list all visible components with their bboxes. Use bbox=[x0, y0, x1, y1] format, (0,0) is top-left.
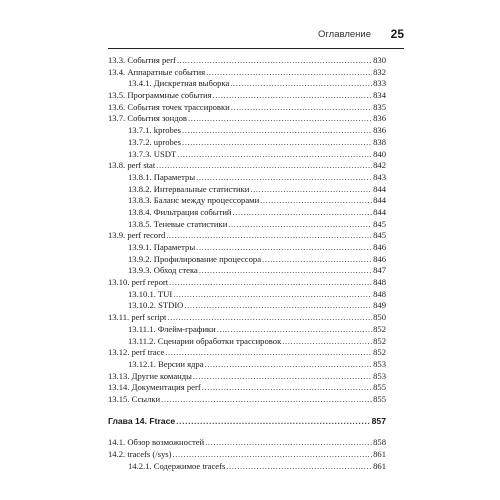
toc-dot-leader bbox=[177, 149, 372, 161]
toc-dot-leader bbox=[177, 55, 372, 67]
toc-entry-title: 13.8. perf stat bbox=[108, 160, 156, 171]
toc-entry-title: 14.2.1. Содержимое tracefs bbox=[128, 460, 226, 471]
toc-entry-title: 13.10.2. STDIO bbox=[128, 300, 184, 311]
toc-entry bbox=[108, 55, 386, 67]
toc-entry-title: 13.15. Ссылки bbox=[108, 393, 161, 404]
toc-entry-page: 845 bbox=[373, 230, 386, 241]
toc-entry bbox=[108, 382, 386, 394]
running-header bbox=[108, 28, 404, 42]
toc-entry-title: 13.8.1. Параметры bbox=[128, 171, 196, 182]
toc-entry bbox=[108, 336, 386, 348]
toc-entry bbox=[108, 312, 386, 324]
toc-dot-leader bbox=[262, 254, 372, 266]
toc-dot-leader bbox=[156, 160, 372, 172]
toc-entry-page: 844 bbox=[373, 195, 386, 206]
toc-entry-title: 13.7.2. uprobes bbox=[128, 136, 181, 147]
toc-entry bbox=[108, 371, 386, 383]
toc-entry-title: 13.7.3. USDT bbox=[128, 148, 177, 159]
toc-dot-leader bbox=[250, 184, 372, 196]
toc-entry-title: 13.12. perf trace bbox=[108, 347, 165, 358]
toc-entry bbox=[108, 195, 386, 207]
toc-dot-leader bbox=[184, 300, 372, 312]
toc-entry-title: 13.4.1. Дискретная выборка bbox=[128, 78, 230, 89]
toc-entry-page: 844 bbox=[373, 206, 386, 217]
toc-entry-page: 846 bbox=[373, 242, 386, 252]
toc-entry bbox=[108, 102, 386, 114]
toc-entry-page: 840 bbox=[373, 148, 386, 159]
toc-entry bbox=[108, 67, 386, 79]
toc-entry-page: 830 bbox=[373, 55, 386, 65]
toc-entry bbox=[108, 461, 386, 473]
toc-entry-title: 13.8.5. Теневые статистики bbox=[128, 218, 228, 229]
toc-dot-leader bbox=[213, 90, 373, 102]
toc-dot-leader bbox=[226, 461, 372, 473]
toc-entry-title: 13.10.1. TUI bbox=[128, 288, 173, 299]
toc-entry-title: 13.9.1. Параметры bbox=[128, 242, 196, 252]
toc-dot-leader bbox=[230, 78, 372, 90]
toc-entry-title: 13.10. perf report bbox=[108, 277, 169, 288]
toc-dot-leader bbox=[196, 172, 372, 184]
toc-entry-title: Глава 14. Ftrace bbox=[108, 415, 176, 426]
toc-entry-title: 13.3. События perf bbox=[108, 55, 176, 65]
toc-dot-leader bbox=[167, 312, 372, 324]
toc-entry-title: 13.13. Другие команды bbox=[108, 370, 192, 381]
toc-entry-page: 849 bbox=[373, 300, 386, 311]
toc-entry bbox=[108, 219, 386, 231]
toc-dot-leader bbox=[206, 67, 372, 79]
toc-entry bbox=[108, 207, 386, 219]
toc-chapter-entry bbox=[108, 416, 386, 428]
toc-entry bbox=[108, 254, 386, 266]
toc-entry bbox=[108, 394, 386, 406]
toc-dot-leader bbox=[196, 242, 372, 254]
toc-entry bbox=[108, 359, 386, 371]
toc-entry-page: 844 bbox=[373, 183, 386, 194]
toc-entry bbox=[108, 90, 386, 102]
toc-entry-page: 858 bbox=[373, 437, 386, 448]
toc-dot-leader bbox=[231, 102, 372, 114]
toc-entry-page: 861 bbox=[373, 460, 386, 471]
toc-entry-title: 13.9.3. Обход стека bbox=[128, 265, 198, 276]
toc-entry-page: 855 bbox=[373, 382, 386, 393]
toc-entry-title: 13.4. Аппаратные события bbox=[108, 66, 206, 77]
toc-entry-page: 847 bbox=[373, 265, 386, 276]
toc-dot-leader bbox=[205, 437, 372, 449]
toc-dot-leader bbox=[176, 416, 371, 428]
toc-dot-leader bbox=[217, 324, 372, 336]
toc-entry bbox=[108, 78, 386, 90]
toc-entry bbox=[108, 137, 386, 149]
toc-entry-page: 848 bbox=[373, 277, 386, 288]
toc-dot-leader bbox=[202, 382, 372, 394]
toc-entry-page: 838 bbox=[373, 136, 386, 147]
toc-entry-page: 836 bbox=[373, 113, 386, 124]
toc-entry-title: 13.9.2. Профилирование процессора bbox=[128, 253, 262, 264]
toc-entry-title: 13.5. Программные события bbox=[108, 90, 212, 101]
toc-dot-leader bbox=[260, 195, 372, 207]
toc-dot-leader bbox=[166, 230, 372, 242]
toc-entry bbox=[108, 230, 386, 242]
toc-entry-title: 13.8.4. Фильтрация событий bbox=[128, 206, 232, 217]
toc-entry-page: 855 bbox=[373, 393, 386, 404]
toc-entry-title: 13.11. perf script bbox=[108, 312, 167, 323]
toc-entry bbox=[108, 242, 386, 254]
toc-dot-leader bbox=[233, 207, 373, 219]
toc-entry-page: 834 bbox=[373, 90, 386, 101]
toc-entry-title: 13.8.3. Баланс между процессорами bbox=[128, 195, 260, 206]
toc-entry bbox=[108, 184, 386, 196]
toc-entry-title: 13.14. Документация perf bbox=[108, 382, 201, 393]
toc-entry-title: 13.6. События точек трассировки bbox=[108, 101, 230, 112]
toc-entry-title: 13.9. perf record bbox=[108, 230, 166, 241]
toc-entry-title: 13.7.1. kprobes bbox=[128, 125, 181, 136]
toc-entry-page: 845 bbox=[373, 218, 386, 229]
toc-dot-leader bbox=[282, 336, 372, 348]
toc-dot-leader bbox=[169, 277, 372, 289]
toc-entry bbox=[108, 172, 386, 184]
toc-entry-title: 13.11.1. Флейм-графики bbox=[128, 323, 216, 334]
toc-entry-page: 843 bbox=[373, 171, 386, 182]
toc-entry-title: 13.11.2. Сценарии обработки трассировок bbox=[128, 335, 282, 346]
toc-entry bbox=[108, 277, 386, 289]
toc-entry-page: 846 bbox=[373, 253, 386, 264]
toc-entry-page: 850 bbox=[373, 312, 386, 323]
toc-entry-page: 832 bbox=[373, 66, 386, 77]
toc-entry bbox=[108, 289, 386, 301]
table-of-contents bbox=[108, 55, 386, 472]
toc-entry bbox=[108, 324, 386, 336]
toc-entry-page: 836 bbox=[373, 125, 386, 136]
toc-dot-leader bbox=[188, 113, 372, 125]
toc-entry bbox=[108, 300, 386, 312]
toc-entry-page: 852 bbox=[373, 347, 386, 358]
toc-entry bbox=[108, 160, 386, 172]
toc-dot-leader bbox=[173, 289, 372, 301]
toc-entry-title: 13.12.1. Версии ядра bbox=[128, 358, 204, 369]
toc-entry-page: 853 bbox=[373, 358, 386, 369]
toc-entry-title: 13.7. События зондов bbox=[108, 113, 187, 124]
toc-dot-leader bbox=[193, 371, 372, 383]
toc-entry-title: 14.2. tracefs (/sys) bbox=[108, 449, 172, 459]
toc-entry bbox=[108, 113, 386, 125]
toc-dot-leader bbox=[172, 449, 372, 461]
toc-entry bbox=[108, 149, 386, 161]
toc-entry bbox=[108, 125, 386, 137]
toc-dot-leader bbox=[228, 219, 372, 231]
header-divider bbox=[108, 48, 404, 49]
toc-entry-title: 13.8.2. Интервальные статистики bbox=[128, 183, 250, 194]
toc-entry-page: 852 bbox=[373, 323, 386, 334]
toc-entry bbox=[108, 347, 386, 359]
toc-entry-page: 848 bbox=[373, 288, 386, 299]
toc-entry bbox=[108, 437, 386, 449]
toc-dot-leader bbox=[199, 265, 372, 277]
toc-entry-page: 835 bbox=[373, 101, 386, 112]
toc-entry-page: 853 bbox=[373, 370, 386, 381]
toc-dot-leader bbox=[161, 394, 372, 406]
toc-entry-title: 14.1. Обзор возможностей bbox=[108, 437, 205, 448]
toc-entry bbox=[108, 265, 386, 277]
toc-dot-leader bbox=[165, 347, 372, 359]
running-header-title: Оглавление bbox=[318, 29, 371, 40]
toc-entry-page: 842 bbox=[373, 160, 386, 171]
toc-dot-leader bbox=[182, 137, 372, 149]
toc-entry-page: 833 bbox=[373, 78, 386, 89]
toc-dot-leader bbox=[182, 125, 372, 137]
page-number: 25 bbox=[390, 27, 404, 41]
toc-dot-leader bbox=[205, 359, 373, 371]
toc-entry-page: 861 bbox=[373, 449, 386, 459]
toc-entry bbox=[108, 449, 386, 461]
toc-entry-page: 857 bbox=[371, 415, 386, 426]
toc-entry-page: 852 bbox=[373, 335, 386, 346]
